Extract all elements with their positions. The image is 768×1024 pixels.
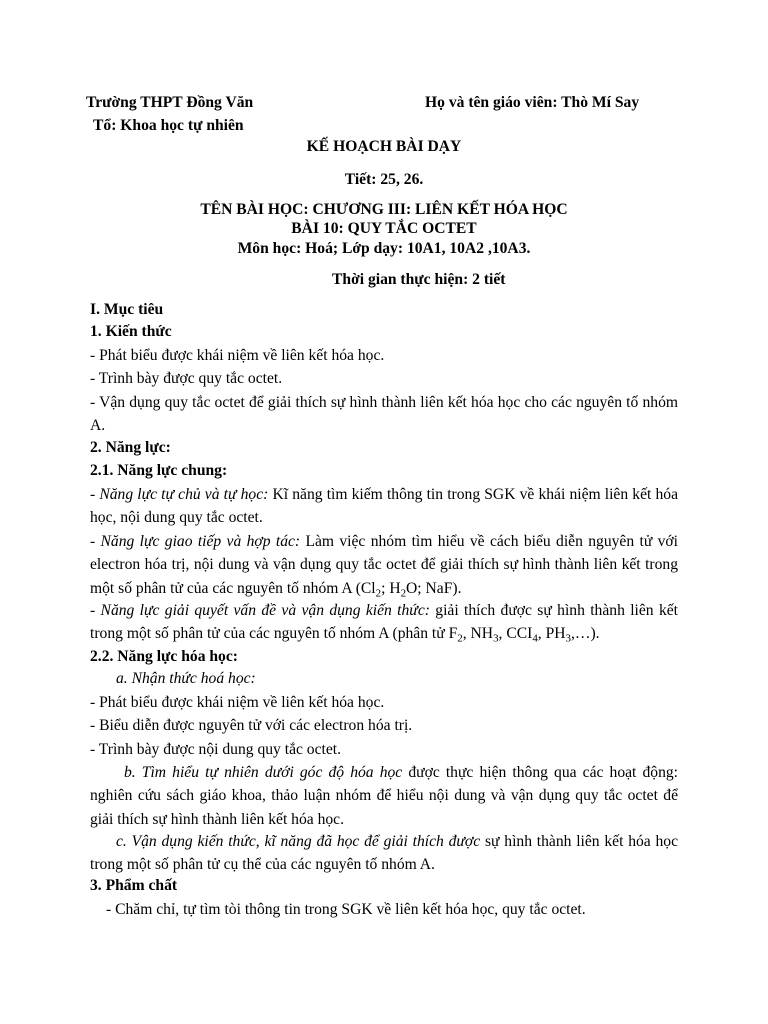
chem-a-item: - Phát biểu được khái niệm về liên kết hóa học. — [90, 694, 385, 711]
lesson-number: BÀI 10: QUY TẮC OCTET — [291, 220, 477, 237]
formula-text: , CCI — [498, 625, 533, 643]
subject-class: Môn học: Hoá; Lớp dạy: 10A1, 10A2 ,10A3. — [237, 240, 531, 257]
competence-heading: 2. Năng lực: — [90, 439, 171, 456]
formula-text: ; H — [381, 579, 401, 597]
qualities-item: - Chăm chỉ, tự tìm tòi thông tin trong SGK về liên kết hóa học, quy tắc octet. — [106, 901, 586, 918]
qualities-heading: 3. Phẩm chất — [90, 877, 178, 894]
teacher-name: Họ và tên giáo viên: Thò Mí Say — [425, 94, 640, 111]
chem-b-label: b. Tìm hiểu tự nhiên dưới góc độ hóa học — [124, 764, 403, 781]
chem-c-label: c. Vận dụng kiến thức, kĩ năng đã học để giải thích được — [116, 833, 481, 850]
competence-text: giải thích được sự hình thành liên kết trong một số phân tử của các nguyên tố nhóm A (phân tử F — [90, 602, 678, 643]
periods-title: Tiết: 25, 26. — [344, 171, 424, 188]
competence-text: Làm việc nhóm tìm hiểu về cách biểu diễn nguyên tử với electron hóa trị, nội dung và vận dụng quy tắc octet để giải thích sự hình thành liên kết trong một số phân tử của các nguyên tố nhóm A (Cl — [90, 533, 678, 597]
knowledge-heading: 1. Kiến thức — [90, 323, 172, 340]
self-study-competence — [90, 483, 678, 530]
general-competence-heading: 2.1. Năng lực chung: — [90, 462, 228, 479]
chem-b-paragraph — [90, 761, 678, 831]
competence-label: - Năng lực giải quyết vấn đề và vận dụng kiến thức: — [90, 602, 430, 619]
competence-text: Kĩ năng tìm kiếm thông tin trong SGK về khái niệm liên kết hóa học, nội dung quy tắc octet. — [90, 486, 678, 527]
communication-competence — [90, 530, 678, 600]
lesson-name: TÊN BÀI HỌC: CHƯƠNG III: LIÊN KẾT HÓA HỌC — [200, 201, 568, 218]
competence-label: - Năng lực giao tiếp và hợp tác: — [90, 533, 301, 550]
chem-b-text: được thực hiện thông qua các hoạt động: nghiên cứu sách giáo khoa, thảo luận nhóm để hiểu nội dung và vận dụng quy tắc octet để giải thích sự hình thành liên kết hóa học. — [90, 764, 678, 828]
chem-a-label: a. Nhận thức hoá học: — [116, 670, 256, 687]
knowledge-item: - Trình bày được quy tắc octet. — [90, 370, 283, 388]
chem-c-text: sự hình thành liên kết hóa học trong một số phân tử cụ thể của các nguyên tố nhóm A. — [90, 833, 679, 874]
subscript: 4 — [532, 632, 538, 645]
department-name: Tổ: Khoa học tự nhiên — [93, 117, 244, 134]
subscript: 3 — [493, 632, 499, 645]
formula-text: , PH — [537, 625, 566, 643]
formula-text: O; NaF). — [406, 579, 462, 597]
objectives-heading: I. Mục tiêu — [90, 301, 164, 318]
chem-a-item: - Trình bày được nội dung quy tắc octet. — [90, 740, 342, 758]
subscript: 2 — [375, 586, 382, 599]
formula-text: ,…). — [570, 625, 600, 643]
competence-label: - Năng lực tự chủ và tự học: — [90, 486, 269, 503]
subscript: 2 — [457, 632, 463, 645]
formula-text: , NH — [462, 625, 494, 643]
knowledge-item: - Vận dụng quy tắc octet để giải thích sự hình thành liên kết hóa học cho các nguyên tố nhóm A. — [90, 393, 678, 434]
chem-competence-heading: 2.2. Năng lực hóa học: — [90, 648, 238, 665]
subscript: 2 — [400, 586, 407, 599]
subscript: 3 — [565, 632, 571, 645]
knowledge-list — [90, 344, 678, 437]
knowledge-item: - Phát biểu được khái niệm về liên kết hóa học. — [90, 347, 385, 364]
problem-solving-competence — [90, 599, 678, 646]
chem-c-paragraph — [90, 830, 678, 877]
plan-title: KẾ HOẠCH BÀI DẠY — [306, 138, 462, 155]
chem-a-item: - Biểu diễn được nguyên tử với các electron hóa trị. — [90, 717, 413, 735]
school-name: Trường THPT Đồng Văn — [86, 94, 254, 111]
duration: Thời gian thực hiện: 2 tiết — [332, 271, 506, 288]
chem-a-list — [90, 691, 678, 761]
